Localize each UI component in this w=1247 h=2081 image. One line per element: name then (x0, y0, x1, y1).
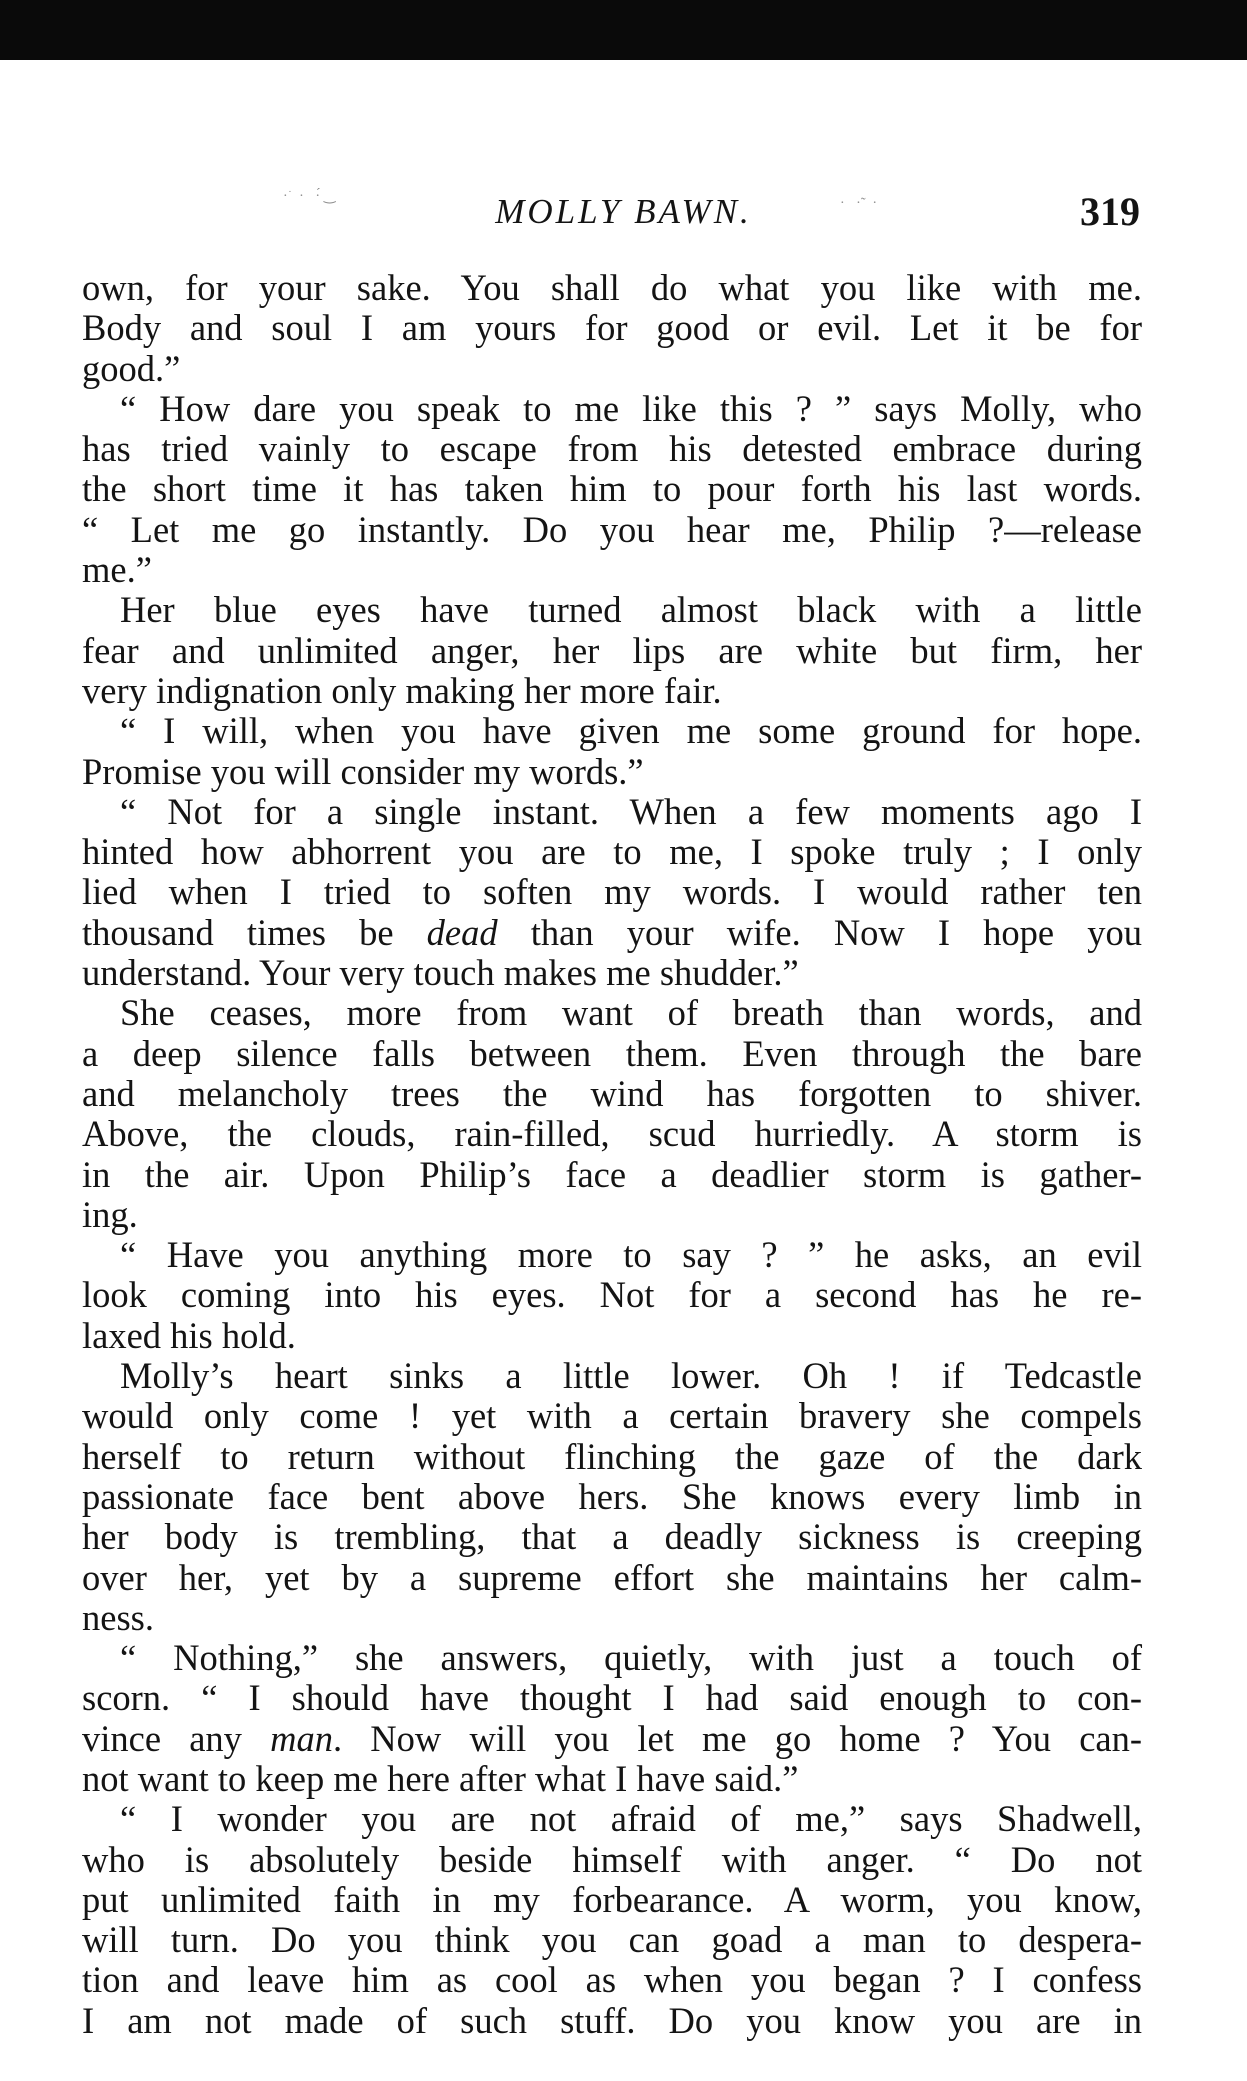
text-line: ing. (82, 1193, 138, 1235)
running-head (0, 188, 1247, 238)
text-line: hinted how abhorrent you are to me, I spoke truly ; I only (82, 831, 1142, 873)
text-line: will turn. Do you think you can goad a man to despera- (82, 1919, 1142, 1961)
text-line: over her, yet by a supreme effort she maintains her calm- (82, 1556, 1142, 1598)
text-line: “ Not for a single instant. When a few moments ago I (120, 790, 1142, 832)
text-line: understand. Your very touch makes me shudder.” (82, 952, 799, 994)
text-line: herself to return without flinching the gaze of the dark (82, 1435, 1142, 1477)
ink-specks-right: · ·̃ · (840, 196, 881, 211)
text-line: “ Nothing,” she answers, quietly, with just a touch of (120, 1637, 1142, 1679)
text-line: I am not made of such stuff. Do you know you are in (82, 1999, 1142, 2041)
text-line: her body is trembling, that a deadly sickness is creeping (82, 1516, 1142, 1558)
text-line: tion and leave him as cool as when you began ? I confess (82, 1959, 1142, 2001)
text-line: “ Let me go instantly. Do you hear me, Philip ?—release (82, 508, 1142, 550)
text-line: and melancholy trees the wind has forgotten to shiver. (82, 1072, 1142, 1114)
text-line: vince any man. Now will you let me go home ? You can- (82, 1717, 1142, 1759)
text-line: “ I wonder you are not afraid of me,” says Shadwell, (120, 1798, 1142, 1840)
text-line: good.” (82, 347, 181, 389)
text-line: own, for your sake. You shall do what you like with me. (82, 267, 1142, 308)
text-line: put unlimited faith in my forbearance. A worm, you know, (82, 1878, 1142, 1920)
text-line: a deep silence falls between them. Even through the bare (82, 1032, 1142, 1074)
text-line: look coming into his eyes. Not for a second has he re- (82, 1274, 1142, 1316)
text-line: me.” (82, 549, 152, 591)
body-text (82, 268, 1142, 2041)
text-line: Her blue eyes have turned almost black with a little (120, 589, 1142, 631)
text-line: Molly’s heart sinks a little lower. Oh ! if Tedcastle (120, 1355, 1142, 1397)
text-line: Above, the clouds, rain-filled, scud hurriedly. A storm is (82, 1113, 1142, 1155)
text-line: who is absolutely beside himself with anger. “ Do not (82, 1838, 1142, 1880)
ink-specks-left: ·͘ · ·́‿ (283, 189, 340, 204)
text-line: ness. (82, 1596, 154, 1638)
page-number: 319 (1080, 189, 1140, 234)
text-line: She ceases, more from want of breath than words, and (120, 992, 1142, 1034)
text-line: not want to keep me here after what I have said.” (82, 1757, 799, 1799)
text-line: “ Have you anything more to say ? ” he asks, an evil (120, 1234, 1142, 1276)
text-line: fear and unlimited anger, her lips are white but firm, her (82, 629, 1142, 671)
text-line: lied when I tried to soften my words. I would rather ten (82, 871, 1142, 913)
text-line: Promise you will consider my words.” (82, 750, 644, 792)
text-line: laxed his hold. (82, 1314, 296, 1356)
scan-top-border (0, 0, 1247, 60)
running-title: MOLLY BAWN. (495, 192, 752, 231)
text-line: “ I will, when you have given me some ground for hope. (120, 710, 1142, 752)
text-line: “ How dare you speak to me like this ? ” says Molly, who (120, 387, 1142, 429)
text-line: would only come ! yet with a certain bravery she compels (82, 1395, 1142, 1437)
text-line: the short time it has taken him to pour forth his last words. (82, 468, 1142, 510)
text-line: in the air. Upon Philip’s face a deadlier storm is gather- (82, 1153, 1142, 1195)
text-line: has tried vainly to escape from his detested embrace during (82, 428, 1142, 470)
text-line: passionate face bent above hers. She knows every limb in (82, 1475, 1142, 1517)
text-line: very indignation only making her more fair. (82, 669, 722, 711)
text-line: Body and soul I am yours for good or evil. Let it be for (82, 307, 1142, 349)
text-line: thousand times be dead than your wife. Now I hope you (82, 911, 1142, 953)
text-line: scorn. “ I should have thought I had said enough to con- (82, 1677, 1142, 1719)
